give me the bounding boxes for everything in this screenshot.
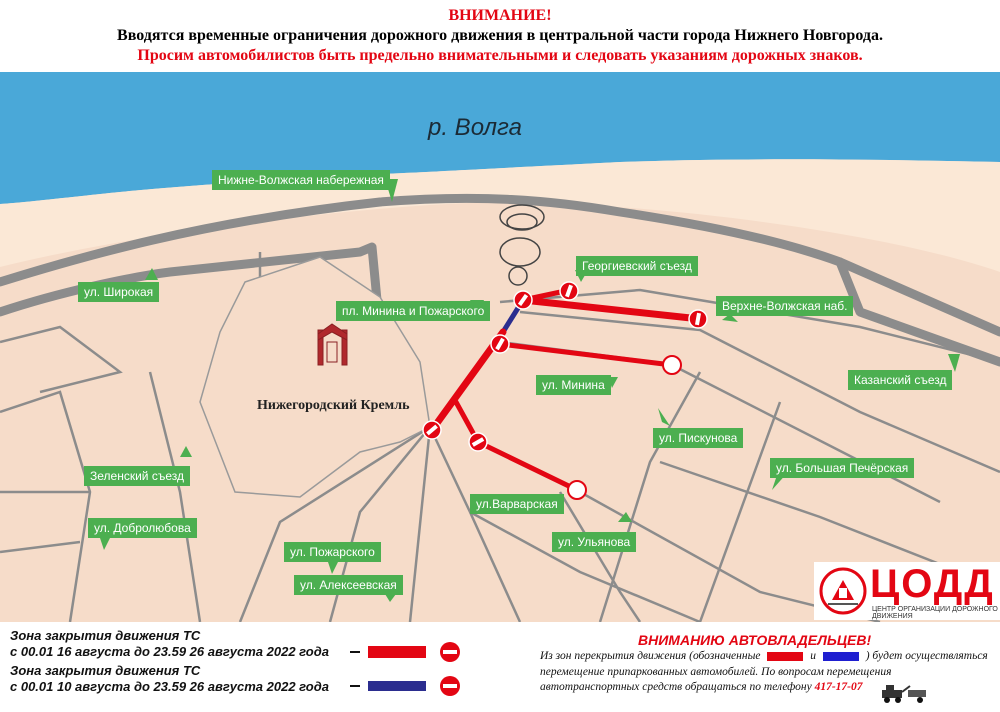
street-label: Верхне-Волжская наб. bbox=[716, 296, 853, 316]
street-label: ул. Большая Печёрская bbox=[770, 458, 914, 478]
legend-symbols bbox=[340, 628, 480, 708]
no-entry-icon bbox=[440, 676, 460, 696]
codd-emblem-icon bbox=[818, 564, 868, 618]
street-label: ул.Варварская bbox=[470, 494, 564, 514]
notice-line1 bbox=[540, 649, 988, 664]
legend-zone1-title: Зона закрытия движения ТС bbox=[10, 628, 201, 643]
legend-blue-bar bbox=[368, 681, 426, 691]
map-canvas bbox=[0, 72, 1000, 622]
street-label: ул. Ульянова bbox=[552, 532, 636, 552]
logo-panel bbox=[814, 562, 1000, 620]
street-label: ул. Добролюбова bbox=[88, 518, 197, 538]
kremlin-label: Нижегородский Кремль bbox=[257, 398, 410, 413]
legend-red-bar bbox=[368, 646, 426, 658]
legend-zone2-dates: с 00.01 10 августа до 23.59 26 августа 2022 года bbox=[10, 679, 329, 694]
open-circle-sign bbox=[663, 356, 681, 374]
notice-text4: автотранспортных средств обращаться по телефону bbox=[540, 681, 812, 693]
street-label: ул. Алексеевская bbox=[294, 575, 403, 595]
street-label: ул. Минина bbox=[536, 375, 611, 395]
notice-text2: ) будет осуществляться bbox=[865, 650, 988, 662]
street-label: Нижне-Волжская набережная bbox=[212, 170, 390, 190]
no-entry-sign bbox=[423, 421, 441, 439]
header bbox=[0, 0, 1000, 72]
notice-text1: Из зон перекрытия движения (обозначенные bbox=[540, 650, 761, 662]
header-attention: ВНИМАНИЕ! bbox=[448, 7, 552, 24]
no-entry-sign bbox=[491, 335, 509, 353]
open-circle-sign bbox=[568, 481, 586, 499]
no-entry-icon bbox=[440, 642, 460, 662]
no-entry-sign bbox=[560, 282, 578, 300]
street-label: ул. Пискунова bbox=[653, 428, 743, 448]
street-label: Зеленский съезд bbox=[84, 466, 190, 486]
street-label: Казанский съезд bbox=[848, 370, 952, 390]
no-entry-sign bbox=[469, 433, 487, 451]
legend-zone1-dates: с 00.01 16 августа до 23.59 26 августа 2022 года bbox=[10, 644, 329, 659]
notice-blue-swatch bbox=[823, 652, 859, 661]
no-entry-sign bbox=[689, 310, 707, 328]
street-label: Георгиевский съезд bbox=[576, 256, 698, 276]
street-label: ул. Пожарского bbox=[284, 542, 381, 562]
river-label: р. Волга bbox=[428, 114, 522, 141]
header-announcement: Вводятся временные ограничения дорожного движения в центральной части города Нижнего Новгорода. bbox=[117, 27, 883, 44]
no-entry-sign bbox=[514, 291, 532, 309]
codd-logo-subtitle: ЦЕНТР ОРГАНИЗАЦИИ ДОРОЖНОГО ДВИЖЕНИЯ bbox=[872, 606, 998, 620]
notice-phone: 417-17-07 bbox=[814, 681, 863, 693]
notice-line4 bbox=[540, 680, 863, 695]
notice-and: и bbox=[810, 650, 816, 662]
notice-red-swatch bbox=[767, 652, 803, 661]
header-warning: Просим автомобилистов быть предельно внимательными и следовать указаниям дорожных знаков. bbox=[137, 47, 863, 64]
codd-logo-text: ЦОДД bbox=[870, 562, 995, 606]
legend-area bbox=[0, 622, 1000, 712]
notice-title: ВНИМАНИЮ АВТОВЛАДЕЛЬЦЕВ! bbox=[638, 632, 872, 648]
street-label: ул. Широкая bbox=[78, 282, 159, 302]
notice-text3: перемещение припаркованных автомобилей. По вопросам перемещения bbox=[540, 666, 892, 678]
city-map bbox=[0, 72, 1000, 622]
legend-zone2-title: Зона закрытия движения ТС bbox=[10, 663, 201, 678]
tow-truck-icon bbox=[880, 682, 930, 704]
street-label: пл. Минина и Пожарского bbox=[336, 301, 490, 321]
